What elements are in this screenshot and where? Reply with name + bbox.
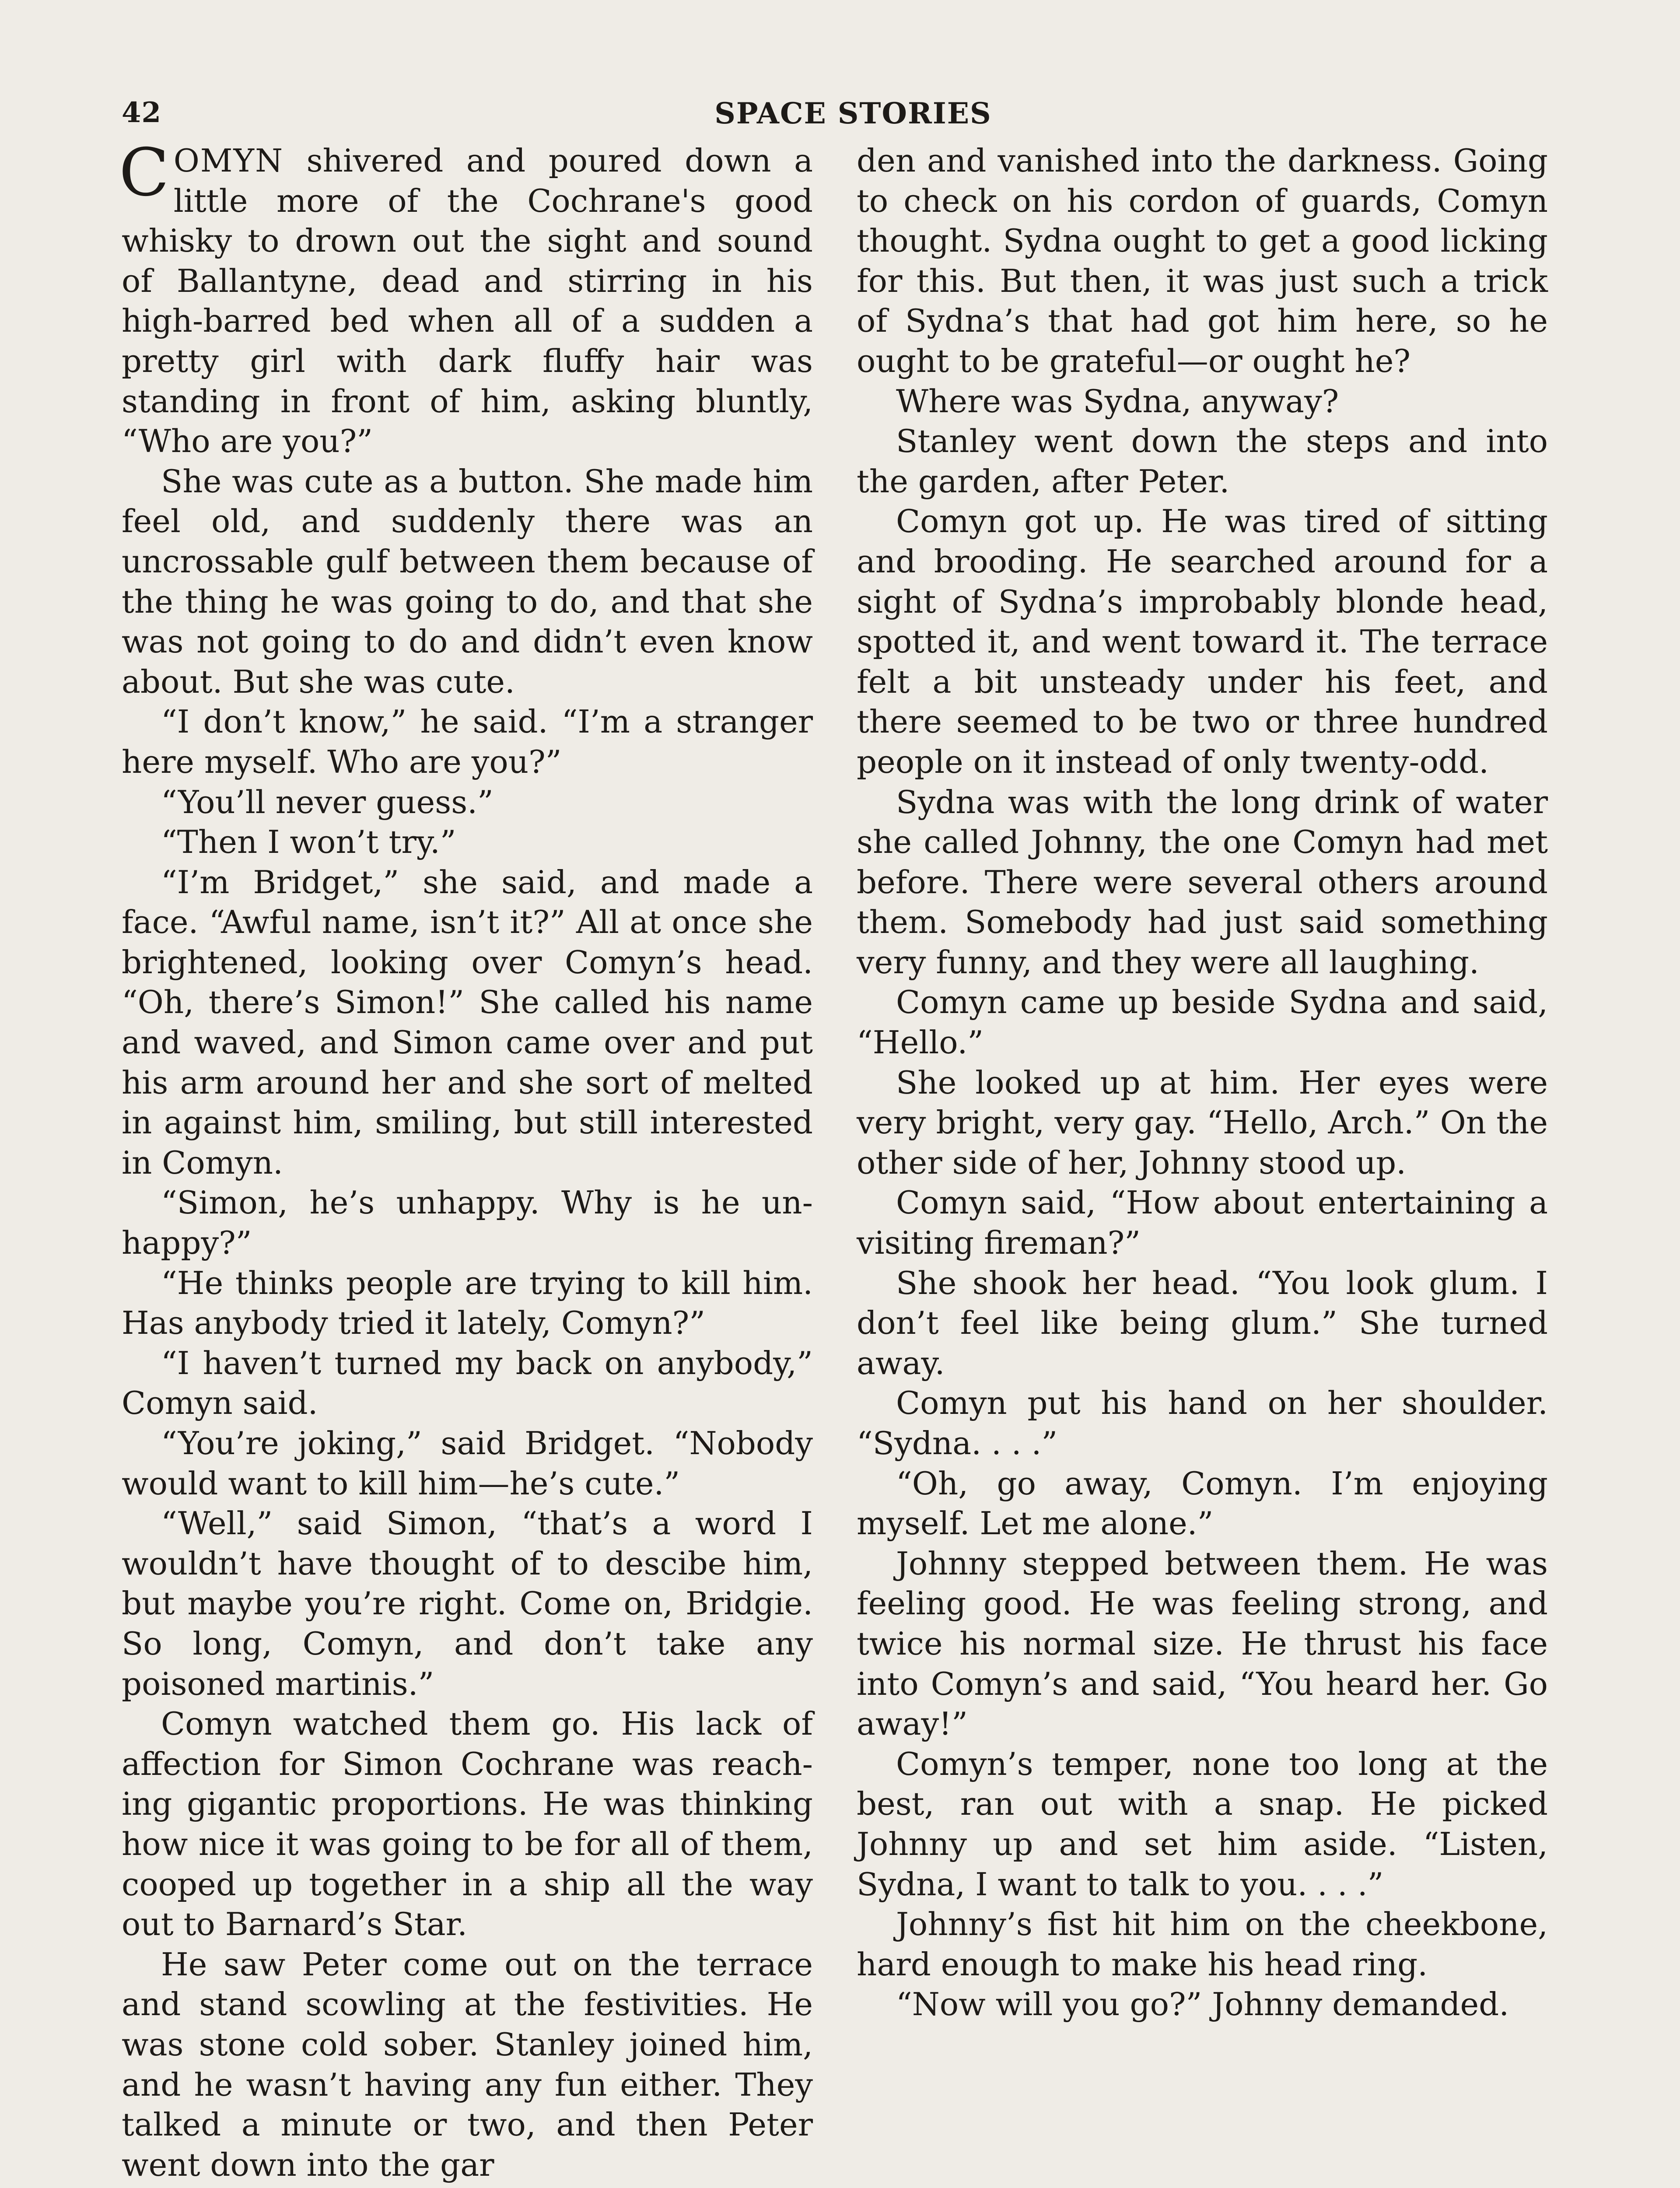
paragraph: “Oh, go away, Comyn. I’m enjoying myself. Let me alone.” xyxy=(857,1465,1548,1542)
paragraph: “You’re joking,” said Bridget. “Nobody would want to kill him—he’s cute.” xyxy=(122,1425,813,1502)
drop-cap: C xyxy=(119,135,169,211)
paragraph: “Simon, he’s unhappy. Why is he unhappy?” xyxy=(122,1184,813,1262)
paragraph: She shook her head. “You look glum. I don’t feel like being glum.” She turned away. xyxy=(857,1264,1548,1382)
paragraph: Comyn’s temper, none too long at the best, ran out with a snap. He picked Johnny up and set him aside. “Listen, Sydna, I want to talk to you. . . .” xyxy=(857,1745,1548,1903)
paragraph: “I don’t know,” he said. “I’m a stranger here myself. Who are you?” xyxy=(122,703,813,780)
paragraph: “Then I won’t try.” xyxy=(161,824,456,861)
running-title: SPACE STORIES xyxy=(714,96,992,130)
continued-paragraph: den and vanished into the darkness. Going to check on his cordon of guards, Comyn thought. Sydna ought to get a good licking for this. But then, it was just such a trick of Sydna’s that had got him here, so he ought to be grateful—or ought he? xyxy=(857,142,1548,379)
paragraph: Sydna was with the long drink of water she called Johnny, the one Comyn had met before. There were several others around them. Somebody had just said something very funny, and they were all laughing. xyxy=(857,783,1548,981)
paragraph: She looked up at him. Her eyes were very bright, very gay. “Hello, Arch.” On the other side of her, Johnny stood up. xyxy=(857,1064,1548,1181)
paragraph: “Now will you go?” Johnny demanded. xyxy=(896,1986,1509,2023)
paragraph: “Well,” said Simon, “that’s a word I wouldn’t have thought of to descibe him, but maybe you’re right. Come on, Bridgie. So long, Comyn, and don’t take any poisoned martinis.” xyxy=(122,1505,813,1702)
paragraph: Johnny stepped between them. He was feeling good. He was feeling strong, and twice his normal size. He thrust his face into Comyn’s and said, “You heard her. Go away!” xyxy=(857,1545,1548,1743)
paragraph: “He thinks people are trying to kill him. Has anybody tried it lately, Comyn?” xyxy=(122,1264,813,1342)
left-column xyxy=(119,135,813,2185)
paragraph: “I haven’t turned my back on anybody,” Comyn said. xyxy=(122,1344,813,1422)
paragraph: Stanley went down the steps and into the garden, after Peter. xyxy=(857,423,1548,500)
paragraph: Comyn watched them go. His lack of affection for Simon Cochrane was reaching gigantic proportions. He was thinking how nice it was going to be for all of them, cooped up together in a ship all the way out to Barnard’s Star. xyxy=(122,1705,813,1943)
page-number: 42 xyxy=(122,96,162,129)
paragraph: “I’m Bridget,” she said, and made a face. “Awful name, isn’t it?” All at once she brightened, looking over Comyn’s head. “Oh, there’s Simon!” She called his name and waved, and Simon came over and put his arm around her and she sort of melted in against him, smiling, but still interested in Comyn. xyxy=(122,863,813,1181)
paragraph: Comyn came up beside Sydna and said, “Hello.” xyxy=(857,984,1548,1061)
paragraph: Comyn got up. He was tired of sitting and brooding. He searched around for a sight of Sydna’s improbably blonde head, spotted it, and went toward it. The terrace felt a bit unsteady under his feet, and there seemed to be two or three hundred people on it instead of only twenty-odd. xyxy=(857,503,1548,780)
paragraph: She was cute as a button. She made him feel old, and suddenly there was an uncrossable gulf between them because of the thing he was going to do, and that she was not going to do and didn’t even know about. But she was cute. xyxy=(122,463,813,700)
paragraph: Comyn put his hand on her shoulder. “Sydna. . . .” xyxy=(857,1385,1548,1462)
opening-paragraph xyxy=(119,135,813,462)
paragraph: He saw Peter come out on the terrace and stand scowling at the festivities. He was stone cold sober. Stanley joined him, and he wasn’t having any fun either. They talked a minute or two, and then Peter went down into the gar xyxy=(122,1946,813,2183)
opening-paragraph-text: shivered and poured down a little more of the Cochrane's good whisky to drown out the sight and sound of Ballantyne, dead and stirring in his high-barred bed when all of a sudden a pretty girl with dark fluffy hair was standing in front of him, asking bluntly, “Who are you?” xyxy=(122,142,813,460)
paragraph: Comyn said, “How about entertaining a visiting fireman?” xyxy=(857,1184,1548,1262)
paragraph: “You’ll never guess.” xyxy=(161,783,494,820)
right-column xyxy=(857,141,1548,2025)
paragraph: Where was Sydna, anyway? xyxy=(896,382,1339,420)
opening-word: OMYN xyxy=(173,142,284,179)
paragraph: Johnny’s fist hit him on the cheekbone, hard enough to make his head ring. xyxy=(857,1906,1548,1983)
